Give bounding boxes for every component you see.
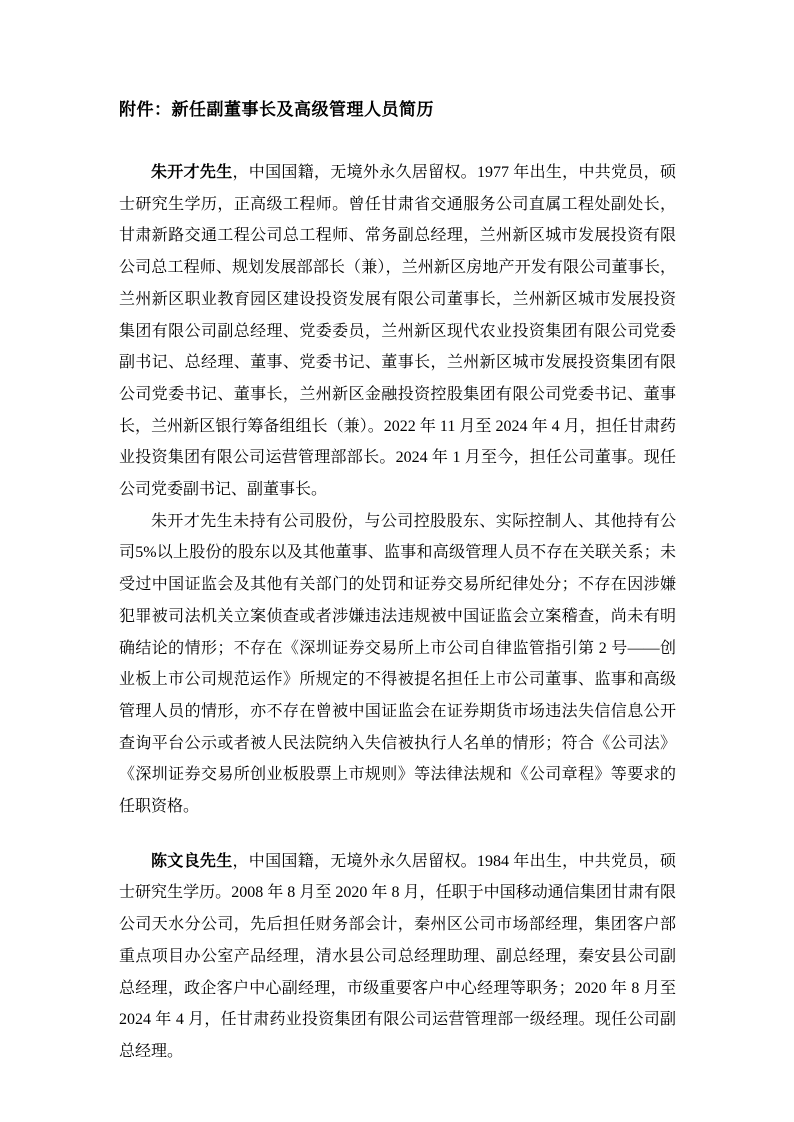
attachment-title: 附件：新任副董事长及高级管理人员简历: [119, 100, 434, 119]
bio-paragraph-zhu-kaicai: [119, 157, 676, 506]
bio-text-chen-wenliang: ，中国国籍，无境外永久居留权。1984 年出生，中共党员，硕士研究生学历。2008 年 8 月至 2020 年 8 月，任职于中国移动通信集团甘肃有限公司天水分公司，先后担任财务部会计，秦州区公司市场部经理，集团客户部重点项目办公室产品经理，清水县公司总经理助理、副总经理，秦安县公司副总经理，政企客户中心副经理，市级重要客户中心经理等职务；2020 年 8 月至 2024 年 4 月，任甘肃药业投资集团有限公司运营管理部一级经理。现任公司副总经理。: [119, 852, 676, 1060]
compliance-paragraph-zhu-kaicai: [119, 506, 676, 823]
bio-text-zhu-kaicai: ，中国国籍，无境外永久居留权。1977 年出生，中共党员，硕士研究生学历，正高级工程师。曾任甘肃省交通服务公司直属工程处副处长，甘肃新路交通工程公司总工程师、常务副总经理，兰州新区城市发展投资有限公司总工程师、规划发展部部长（兼），兰州新区房地产开发有限公司董事长，兰州新区职业教育园区建设投资发展有限公司董事长，兰州新区城市发展投资集团有限公司副总经理、党委委员，兰州新区现代农业投资集团有限公司党委副书记、总经理、董事、党委书记、董事长，兰州新区城市发展投资集团有限公司党委书记、董事长，兰州新区金融投资控股集团有限公司党委书记、董事长，兰州新区银行筹备组组长（兼）。2022 年 11 月至 2024 年 4 月，担任甘肃药业投资集团有限公司运营管理部部长。2024 年 1 月至今，担任公司董事。现任公司党委副书记、副董事长。: [119, 164, 676, 499]
bio-paragraph-chen-wenliang: [119, 846, 676, 1068]
compliance-text-zhu-kaicai: 朱开才先生未持有公司股份，与公司控股股东、实际控制人、其他持有公司5%以上股份的股东以及其他董事、监事和高级管理人员不存在关联关系；未受过中国证监会及其他有关部门的处罚和证券交易所纪律处分；不存在因涉嫌犯罪被司法机关立案侦查或者涉嫌违法违规被中国证监会立案稽查，尚未有明确结论的情形；不存在《深圳证券交易所上市公司自律监管指引第 2 号——创业板上市公司规范运作》所规定的不得被提名担任上市公司董事、监事和高级管理人员的情形，亦不存在曾被中国证监会在证券期货市场违法失信信息公开查询平台公示或者被人民法院纳入失信被执行人名单的情形；符合《公司法》《深圳证券交易所创业板股票上市规则》等法律法规和《公司章程》等要求的任职资格。: [119, 512, 676, 816]
person-name-chen-wenliang: 陈文良先生: [151, 852, 233, 870]
person-name-zhu-kaicai: 朱开才先生: [151, 164, 233, 181]
